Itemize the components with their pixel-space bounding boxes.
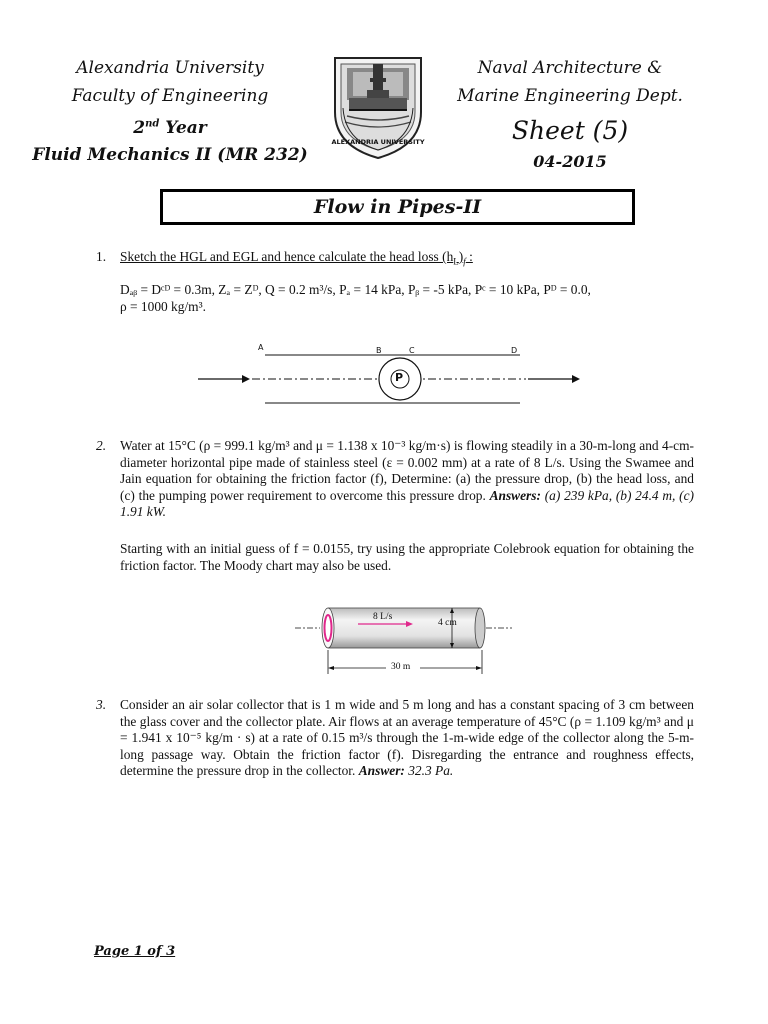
problem-1-question-end: : [465, 249, 473, 264]
year-number: 2 [133, 118, 146, 138]
problem-1-data-line2: ρ = 1000 kg/m³. [120, 298, 206, 314]
problem-1-number: 1. [96, 249, 107, 264]
year-suffix: nd [145, 118, 160, 130]
problem-2-number: 2. [96, 438, 107, 453]
fig2-length-label: 30 m [391, 662, 411, 672]
problem-1-question-sub: L [453, 256, 459, 267]
problem-2-answer: (a) 239 kPa, (b) 24.4 m, (c) 1.91 kW. [120, 487, 694, 519]
problem-1-question-sub2: f [463, 256, 466, 267]
fig1-label-b: B [376, 346, 382, 355]
problem-2-hint: Starting with an initial guess of f = 0.0155, try using the appropriate Colebrook equation for obtaining the friction factor. The Moody chart may also be used. [120, 541, 694, 573]
problem-3-body: Consider an air solar collector that is 1 m wide and 5 m long and has a constant spacing of 3 cm between the glass cover and the collector plate. Air flows at an average temperature of 45°C (ρ = 1.109 kg/m³ and μ = 1.941 x 10⁻⁵ kg/m · s) at a rate of 0.15 m³/s through the 1-m-wide edge of the collector along the 5-m-long passage way. Obtain the friction factor (f). Disregarding the entrance and roughness effects, determine the pressure drop in the collector. [120, 697, 694, 778]
problem-3-answer-label: Answer: [358, 763, 405, 778]
fig1-label-c: C [409, 346, 415, 355]
faculty-name: Faculty of Engineering [71, 86, 269, 106]
problem-2-figure [290, 598, 520, 678]
problem-2-body: Water at 15°C (ρ = 999.1 kg/m³ and μ = 1.138 x 10⁻³ kg/m·s) is flowing steadily in a 30-m-long and 4-cm-diameter horizontal pipe made of stainless steel (ε = 0.002 mm) at a rate of 8 L/s. Using the Swamee and Jain equation for obtaining the friction factor (f), Determine: (a) the pressure drop, (b) the head loss, and (c) the pumping power requirement to overcome this pressure drop. [120, 438, 694, 503]
problem-3-number: 3. [96, 697, 107, 712]
fig1-label-d: D [511, 346, 518, 355]
problem-2-text [120, 438, 694, 521]
university-seal-icon [323, 50, 433, 162]
sheet-title: Flow in Pipes-II [313, 196, 482, 218]
fig2-flow-label: 8 L/s [373, 612, 393, 622]
pump-label: P [395, 371, 404, 384]
university-name: Alexandria University [76, 58, 264, 78]
department-line1: Naval Architecture & [477, 58, 663, 78]
year-word: Year [165, 118, 207, 138]
problem-2-answer-label: Answers: [489, 487, 541, 503]
svg-text:ALEXANDRIA UNIVERSITY: ALEXANDRIA UNIVERSITY [331, 138, 425, 146]
sheet-date: 04-2015 [533, 152, 607, 171]
sheet-number: Sheet (5) [511, 116, 629, 145]
page-footer: Page 1 of 3 [94, 944, 176, 959]
problem-1-figure [190, 340, 590, 410]
problem-1-question-text: Sketch the HGL and EGL and hence calculate the head loss (h [120, 249, 454, 264]
course-name: Fluid Mechanics II (MR 232) [32, 145, 308, 165]
fig2-diameter-label: 4 cm [438, 618, 457, 628]
problem-1-data-line1: Dₐᵦ = Dᶜᴰ = 0.3m, Zₐ = Zᴰ, Q = 0.2 m³/s, Pₐ = 14 kPa, Pᵦ = -5 kPa, Pᶜ = 10 kPa, Pᴰ = 0.0, [120, 282, 591, 297]
year-label [40, 118, 300, 138]
problem-1-data [120, 282, 694, 315]
fig1-label-a: A [258, 343, 264, 352]
problem-3-text [120, 697, 694, 780]
department-line2: Marine Engineering Dept. [457, 86, 683, 106]
sheet-title-box [160, 189, 635, 225]
problem-3-answer: 32.3 Pa. [408, 763, 454, 778]
problem-1-question: Sketch the HGL and EGL and hence calculate the head loss $(h_L)_f$ : [120, 249, 473, 267]
